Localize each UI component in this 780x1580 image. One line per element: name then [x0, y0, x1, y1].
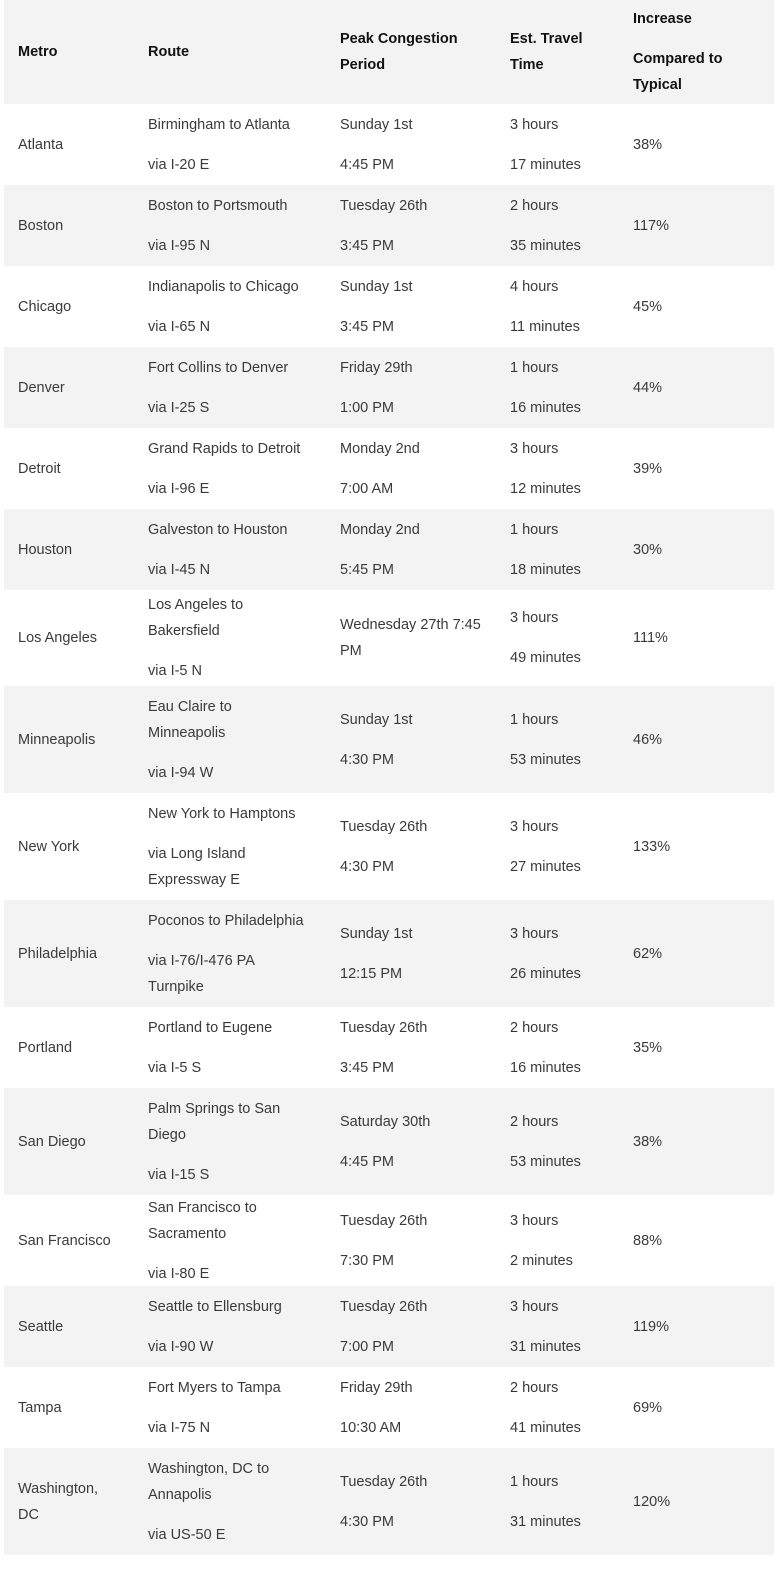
peak-cell [326, 612, 496, 664]
peak-gap [340, 543, 492, 557]
increase-cell: 38% [633, 136, 663, 153]
metro-cell [4, 727, 134, 753]
route-cell [134, 355, 326, 421]
peak-cell [326, 1294, 496, 1360]
metro-name: Philadelphia [18, 945, 98, 962]
route-cell [134, 436, 326, 502]
route-cell [134, 1294, 326, 1360]
route-gap [148, 1148, 322, 1162]
peak-day: Tuesday 26th [340, 197, 428, 214]
metro-name: Los Angeles [18, 630, 98, 646]
route-gap [148, 543, 322, 557]
travel-minutes: 18 minutes [510, 561, 581, 578]
metro-name: Portland [18, 1039, 73, 1056]
travel-time-cell [496, 921, 619, 987]
peak-time: 7:00 PM [340, 1338, 394, 1355]
travel-gap [510, 138, 619, 152]
travel-time-cell [496, 814, 619, 880]
travel-gap [510, 1041, 619, 1055]
peak-cell [326, 436, 496, 502]
travel-gap [510, 1320, 619, 1334]
increase-cell: 44% [633, 379, 663, 396]
travel-gap [510, 840, 619, 854]
peak-gap [340, 840, 492, 854]
increase-cell: 133% [633, 838, 671, 855]
route-name: Boston to Portsmouth [148, 197, 288, 214]
route-cell [134, 801, 326, 893]
route-gap [148, 746, 322, 760]
peak-day: Monday 2nd [340, 440, 420, 457]
metro-cell [4, 213, 134, 239]
travel-minutes: 31 minutes [510, 1513, 581, 1530]
route-gap [148, 1320, 322, 1334]
header-travel-line1: Est. Travel [510, 31, 583, 47]
route-via: via I-25 S [148, 399, 210, 416]
table-row [4, 686, 774, 793]
travel-hours: 4 hours [510, 278, 559, 295]
travel-minutes: 27 minutes [510, 858, 581, 875]
table-row [4, 185, 774, 266]
table-row [4, 428, 774, 509]
travel-gap [510, 462, 619, 476]
increase-cell: 62% [633, 945, 663, 962]
metro-cell [4, 294, 134, 320]
increase-cell: 117% [633, 217, 670, 234]
route-name: Fort Collins to Denver [148, 359, 289, 376]
metro-cell [4, 132, 134, 158]
peak-day: PM [340, 643, 362, 659]
route-name: Seattle to Ellensburg [148, 1298, 282, 1315]
peak-day: Sunday 1st [340, 278, 413, 295]
route-gap [148, 1041, 322, 1055]
travel-gap [510, 1495, 619, 1509]
route-name: Diego [148, 1126, 186, 1143]
route-name: Palm Springs to San [148, 1100, 281, 1117]
metro-cell [4, 625, 134, 651]
peak-cell [326, 1375, 496, 1441]
table-row [4, 590, 774, 686]
travel-minutes: 31 minutes [510, 1338, 581, 1355]
route-via: via I-90 W [148, 1338, 214, 1355]
metro-cell [4, 834, 134, 860]
peak-day: Sunday 1st [340, 925, 413, 942]
peak-time: 4:45 PM [340, 1153, 394, 1170]
route-via: via I-15 S [148, 1166, 210, 1183]
route-via: via I-65 N [148, 318, 211, 335]
peak-day: Tuesday 26th [340, 818, 428, 835]
peak-gap [340, 733, 492, 747]
route-name: Los Angeles to [148, 597, 244, 613]
table-row [4, 104, 774, 185]
route-name: Portland to Eugene [148, 1019, 273, 1036]
travel-time-cell [496, 1294, 619, 1360]
travel-minutes: 11 minutes [510, 318, 580, 335]
table-row [4, 347, 774, 428]
peak-cell [326, 921, 496, 987]
peak-day: Tuesday 26th [340, 1473, 428, 1490]
route-gap [148, 1401, 322, 1415]
peak-day: Friday 29th [340, 1379, 413, 1396]
peak-gap [340, 381, 492, 395]
travel-hours: 3 hours [510, 1212, 559, 1229]
route-gap [148, 1508, 322, 1522]
header-metro: Metro [18, 44, 58, 60]
travel-hours: 1 hours [510, 359, 559, 376]
route-gap [148, 827, 322, 841]
increase-cell: 119% [633, 1318, 670, 1335]
travel-hours: 3 hours [510, 440, 559, 457]
route-via: via I-94 W [148, 764, 214, 781]
route-cell [134, 517, 326, 583]
header-peak-line1: Peak Congestion [340, 31, 458, 47]
peak-time: 3:45 PM [340, 237, 394, 254]
table-header-row [4, 0, 774, 104]
route-name: Eau Claire to [148, 698, 232, 715]
route-gap [148, 381, 322, 395]
route-gap [148, 934, 322, 948]
metro-name: DC [18, 1506, 39, 1523]
peak-cell [326, 517, 496, 583]
peak-gap [340, 219, 492, 233]
peak-day: Saturday 30th [340, 1113, 431, 1130]
increase-cell: 30% [633, 541, 663, 558]
route-name: Indianapolis to Chicago [148, 278, 299, 295]
peak-day: Wednesday 27th 7:45 [340, 617, 481, 633]
metro-cell [4, 375, 134, 401]
travel-time-cell [496, 605, 619, 671]
peak-day: Friday 29th [340, 359, 413, 376]
travel-time-cell [496, 1109, 619, 1175]
route-name: Sacramento [148, 1225, 227, 1242]
peak-cell [326, 193, 496, 259]
travel-gap [510, 1401, 619, 1415]
header-increase-line2: Compared to [633, 51, 723, 67]
route-name: Annapolis [148, 1486, 212, 1503]
travel-hours: 2 hours [510, 197, 559, 214]
route-name: Fort Myers to Tampa [148, 1379, 281, 1396]
travel-hours: 2 hours [510, 1113, 559, 1130]
metro-name: Washington, [18, 1480, 99, 1497]
route-name: Galveston to Houston [148, 521, 288, 538]
congestion-table [4, 0, 774, 1555]
peak-time: 4:30 PM [340, 1513, 394, 1530]
peak-time: 7:30 PM [340, 1252, 394, 1269]
header-route: Route [148, 44, 190, 60]
peak-gap [340, 1495, 492, 1509]
peak-cell [326, 112, 496, 178]
travel-time-cell [496, 517, 619, 583]
metro-name: Denver [18, 379, 65, 396]
travel-minutes: 2 minutes [510, 1252, 573, 1269]
metro-name: New York [18, 838, 80, 855]
route-cell [134, 193, 326, 259]
peak-gap [340, 1234, 492, 1248]
increase-cell: 120% [633, 1493, 671, 1510]
peak-cell [326, 1469, 496, 1535]
route-via: via I-5 S [148, 1059, 202, 1076]
travel-time-cell [496, 707, 619, 773]
table-row [4, 509, 774, 590]
route-gap [148, 644, 322, 658]
route-cell [134, 1015, 326, 1081]
metro-name: Detroit [18, 460, 61, 477]
peak-gap [340, 138, 492, 152]
travel-minutes: 41 minutes [510, 1419, 581, 1436]
header-peak-line2: Period [340, 57, 386, 73]
table-row [4, 1367, 774, 1448]
route-cell [134, 1456, 326, 1548]
peak-cell [326, 1208, 496, 1274]
route-gap [148, 1247, 322, 1261]
route-name: New York to Hamptons [148, 805, 296, 822]
route-cell [134, 908, 326, 1000]
increase-cell: 45% [633, 298, 663, 315]
peak-time: 4:45 PM [340, 156, 394, 173]
peak-day: Monday 2nd [340, 521, 420, 538]
route-cell [134, 112, 326, 178]
increase-cell: 111% [633, 630, 668, 646]
travel-gap [510, 300, 619, 314]
peak-time: 12:15 PM [340, 965, 403, 982]
travel-time-cell [496, 193, 619, 259]
travel-time-cell [496, 355, 619, 421]
peak-day: Tuesday 26th [340, 1298, 428, 1315]
metro-name: Minneapolis [18, 731, 96, 748]
peak-gap [340, 1401, 492, 1415]
metro-cell [4, 1129, 134, 1155]
peak-gap [340, 1041, 492, 1055]
peak-cell [326, 707, 496, 773]
peak-time: 10:30 AM [340, 1419, 402, 1436]
header-peak-period [326, 26, 496, 78]
route-cell [134, 592, 326, 684]
route-cell [134, 1375, 326, 1441]
route-gap [148, 462, 322, 476]
peak-gap [340, 947, 492, 961]
travel-hours: 3 hours [510, 818, 559, 835]
travel-gap [510, 381, 619, 395]
travel-minutes: 16 minutes [510, 1059, 581, 1076]
metro-name: Atlanta [18, 136, 64, 153]
table-row [4, 1088, 774, 1195]
header-increase-line1: Increase [633, 11, 692, 27]
route-via: via I-45 N [148, 561, 211, 578]
travel-minutes: 12 minutes [510, 480, 581, 497]
travel-time-cell [496, 1469, 619, 1535]
route-gap [148, 300, 322, 314]
increase-cell: 69% [633, 1399, 663, 1416]
header-increase-line3: Typical [633, 77, 682, 93]
header-increase [619, 6, 774, 98]
metro-cell [4, 1395, 134, 1421]
header-travel-time [496, 26, 619, 78]
travel-minutes: 49 minutes [510, 650, 581, 666]
metro-cell [4, 1035, 134, 1061]
travel-time-cell [496, 1208, 619, 1274]
peak-cell [326, 814, 496, 880]
travel-time-cell [496, 1015, 619, 1081]
peak-time: 7:00 AM [340, 480, 394, 497]
metro-name: Seattle [18, 1318, 64, 1335]
route-gap [148, 219, 322, 233]
metro-cell [4, 1314, 134, 1340]
metro-cell [4, 1228, 134, 1254]
route-cell [134, 1096, 326, 1188]
route-via: via US-50 E [148, 1526, 226, 1543]
peak-gap [340, 462, 492, 476]
route-via: via I-20 E [148, 156, 210, 173]
peak-cell [326, 1015, 496, 1081]
travel-hours: 3 hours [510, 1298, 559, 1315]
peak-day: Tuesday 26th [340, 1212, 428, 1229]
peak-cell [326, 274, 496, 340]
route-name: Bakersfield [148, 623, 220, 639]
route-via: via I-96 E [148, 480, 210, 497]
travel-hours: 3 hours [510, 925, 559, 942]
travel-hours: 2 hours [510, 1019, 559, 1036]
route-name: Poconos to Philadelphia [148, 912, 304, 929]
route-gap [148, 138, 322, 152]
metro-name: Chicago [18, 298, 72, 315]
route-name: San Francisco to [148, 1199, 257, 1216]
header-travel-line2: Time [510, 57, 544, 73]
travel-hours: 3 hours [510, 116, 559, 133]
metro-name: San Diego [18, 1133, 86, 1150]
table-row [4, 793, 774, 900]
route-cell [134, 274, 326, 340]
peak-cell [326, 1109, 496, 1175]
travel-time-cell [496, 1375, 619, 1441]
route-via: via I-80 E [148, 1265, 210, 1282]
route-via: via Long Island [148, 845, 246, 862]
peak-cell [326, 355, 496, 421]
peak-gap [340, 300, 492, 314]
route-cell [134, 1195, 326, 1287]
increase-cell: 35% [633, 1039, 663, 1056]
travel-hours: 1 hours [510, 711, 559, 728]
metro-cell [4, 1476, 134, 1528]
travel-minutes: 26 minutes [510, 965, 581, 982]
travel-gap [510, 733, 619, 747]
peak-time: 4:30 PM [340, 751, 394, 768]
peak-gap [340, 1135, 492, 1149]
metro-cell [4, 941, 134, 967]
increase-cell: 46% [633, 731, 663, 748]
table-row [4, 1195, 774, 1286]
travel-minutes: 53 minutes [510, 751, 581, 768]
route-name: Birmingham to Atlanta [148, 116, 290, 133]
table-row [4, 1007, 774, 1088]
route-name: Washington, DC to [148, 1460, 270, 1477]
travel-minutes: 53 minutes [510, 1153, 581, 1170]
travel-time-cell [496, 436, 619, 502]
travel-time-cell [496, 274, 619, 340]
travel-time-cell [496, 112, 619, 178]
metro-name: Houston [18, 541, 73, 558]
travel-gap [510, 219, 619, 233]
travel-gap [510, 543, 619, 557]
increase-cell: 39% [633, 460, 663, 477]
peak-time: 4:30 PM [340, 858, 394, 875]
travel-gap [510, 631, 619, 645]
table-row [4, 1286, 774, 1367]
metro-name: Boston [18, 217, 64, 234]
table-row [4, 266, 774, 347]
travel-hours: 1 hours [510, 1473, 559, 1490]
peak-time: 1:00 PM [340, 399, 394, 416]
metro-cell [4, 537, 134, 563]
travel-hours: 3 hours [510, 610, 559, 626]
metro-name: Tampa [18, 1399, 62, 1416]
increase-cell: 38% [633, 1133, 663, 1150]
peak-day: Sunday 1st [340, 116, 413, 133]
travel-minutes: 17 minutes [510, 156, 581, 173]
peak-day: Tuesday 26th [340, 1019, 428, 1036]
peak-gap [340, 1320, 492, 1334]
metro-cell [4, 456, 134, 482]
travel-gap [510, 1234, 619, 1248]
metro-name: San Francisco [18, 1232, 111, 1249]
table-row [4, 900, 774, 1007]
peak-day: Sunday 1st [340, 711, 413, 728]
table-row [4, 1448, 774, 1555]
route-via: Expressway E [148, 871, 240, 888]
peak-time: 3:45 PM [340, 1059, 394, 1076]
travel-gap [510, 1135, 619, 1149]
route-via: via I-95 N [148, 237, 211, 254]
route-via: via I-76/I-476 PA [148, 952, 255, 969]
route-via: via I-5 N [148, 663, 202, 679]
travel-hours: 1 hours [510, 521, 559, 538]
increase-cell: 88% [633, 1232, 663, 1249]
peak-time: 3:45 PM [340, 318, 394, 335]
travel-hours: 2 hours [510, 1379, 559, 1396]
peak-time: 5:45 PM [340, 561, 394, 578]
travel-minutes: 16 minutes [510, 399, 581, 416]
travel-minutes: 35 minutes [510, 237, 581, 254]
route-name: Minneapolis [148, 724, 226, 741]
route-via: Turnpike [148, 978, 204, 995]
travel-gap [510, 947, 619, 961]
route-via: via I-75 N [148, 1419, 211, 1436]
route-cell [134, 694, 326, 786]
route-name: Grand Rapids to Detroit [148, 440, 301, 457]
